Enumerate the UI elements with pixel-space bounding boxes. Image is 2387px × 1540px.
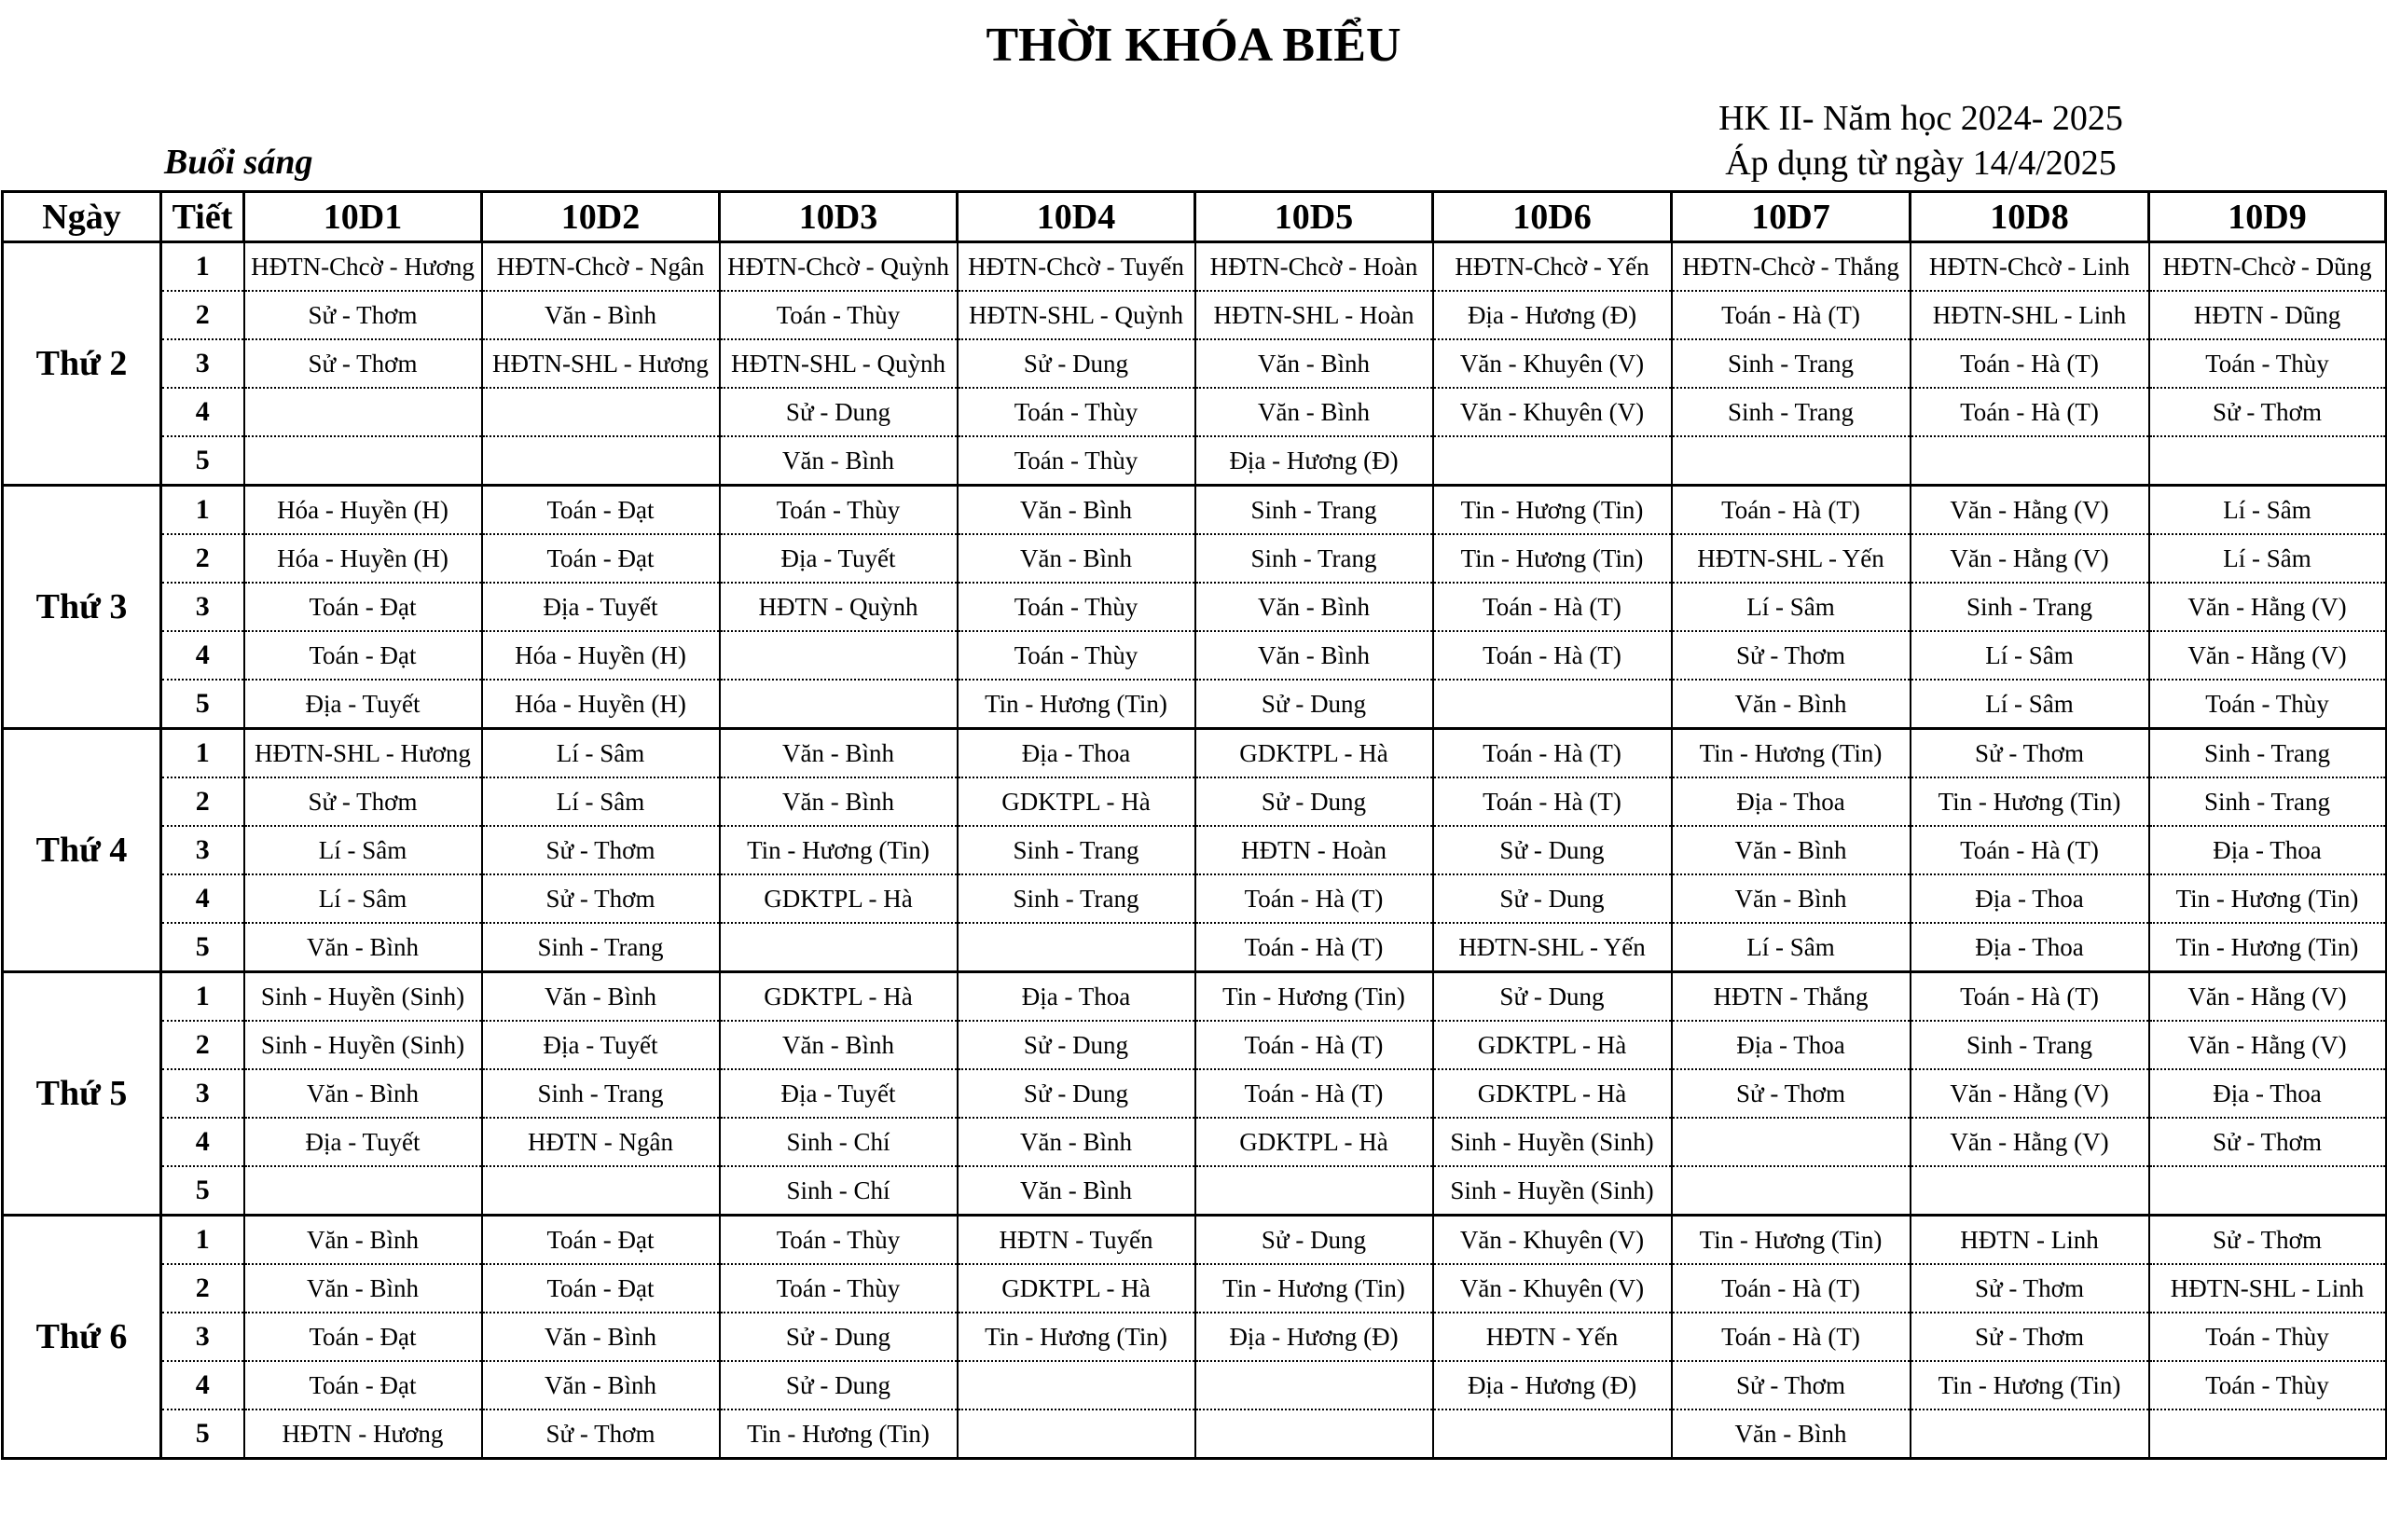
lesson-cell: Toán - Đạt <box>244 1313 482 1361</box>
lesson-cell: HĐTN-SHL - Yến <box>1672 534 1911 583</box>
lesson-cell: Tin - Hương (Tin) <box>1195 1264 1433 1313</box>
lesson-cell: HĐTN - Hương <box>244 1409 482 1459</box>
lesson-cell <box>958 1409 1195 1459</box>
lesson-cell: HĐTN - Tuyến <box>958 1216 1195 1265</box>
lesson-cell: HĐTN-Chcờ - Linh <box>1911 242 2149 292</box>
lesson-cell: HĐTN-Chcờ - Yến <box>1433 242 1672 292</box>
lesson-cell: Hóa - Huyền (H) <box>244 486 482 535</box>
lesson-cell: Địa - Hương (Đ) <box>1195 1313 1433 1361</box>
lesson-cell: Địa - Tuyết <box>482 1021 720 1069</box>
lesson-cell: Tin - Hương (Tin) <box>720 1409 958 1459</box>
lesson-cell: HĐTN-SHL - Hoàn <box>1195 291 1433 339</box>
lesson-cell: Tin - Hương (Tin) <box>1195 972 1433 1022</box>
lesson-cell: Văn - Bình <box>1672 680 1911 729</box>
lesson-cell: Tin - Hương (Tin) <box>1672 729 1911 778</box>
lesson-cell: Sử - Thơm <box>244 777 482 826</box>
lesson-cell: Văn - Bình <box>1672 874 1911 923</box>
lesson-cell: Toán - Thùy <box>720 486 958 535</box>
period-number-cell: 5 <box>161 680 244 729</box>
lesson-cell: Địa - Thoa <box>1672 1021 1911 1069</box>
lesson-cell: Văn - Bình <box>958 1166 1195 1216</box>
lesson-cell <box>1672 436 1911 486</box>
lesson-cell: Toán - Đạt <box>244 631 482 680</box>
class-column-header: 10D8 <box>1911 192 2149 242</box>
lesson-cell: Tin - Hương (Tin) <box>1911 1361 2149 1409</box>
lesson-cell: Tin - Hương (Tin) <box>2149 923 2386 972</box>
period-number-cell: 3 <box>161 1313 244 1361</box>
lesson-cell: Văn - Khuyên (V) <box>1433 339 1672 388</box>
lesson-cell: Tin - Hương (Tin) <box>958 680 1195 729</box>
lesson-cell <box>1911 1409 2149 1459</box>
timetable-row <box>3 1166 2386 1216</box>
lesson-cell: Lí - Sâm <box>2149 534 2386 583</box>
lesson-cell: Sử - Thơm <box>2149 1216 2386 1265</box>
effective-date-text: Áp dụng từ ngày 14/4/2025 <box>1725 144 2117 183</box>
lesson-cell: Sử - Dung <box>1433 874 1672 923</box>
lesson-cell: Toán - Hà (T) <box>1433 777 1672 826</box>
lesson-cell: HĐTN-SHL - Hương <box>244 729 482 778</box>
period-column-header: Tiết <box>161 192 244 242</box>
session-label: Buổi sáng <box>164 143 313 182</box>
lesson-cell: Địa - Tuyết <box>244 1118 482 1166</box>
lesson-cell: GDKTPL - Hà <box>958 777 1195 826</box>
lesson-cell: Lí - Sâm <box>244 826 482 874</box>
lesson-cell: Sử - Thơm <box>482 826 720 874</box>
day-cell: Thứ 6 <box>3 1216 161 1459</box>
lesson-cell: Văn - Bình <box>244 1069 482 1118</box>
lesson-cell: Toán - Hà (T) <box>1433 729 1672 778</box>
lesson-cell: Văn - Hằng (V) <box>2149 1021 2386 1069</box>
lesson-cell: HĐTN - Dũng <box>2149 291 2386 339</box>
day-column-header: Ngày <box>3 192 161 242</box>
lesson-cell <box>720 680 958 729</box>
lesson-cell: Toán - Thùy <box>720 1264 958 1313</box>
timetable-row <box>3 972 2386 1022</box>
lesson-cell: Sử - Dung <box>720 1361 958 1409</box>
lesson-cell: Địa - Thoa <box>958 972 1195 1022</box>
lesson-cell: Văn - Bình <box>1672 1409 1911 1459</box>
lesson-cell: Địa - Thoa <box>1911 923 2149 972</box>
lesson-cell: Địa - Thoa <box>958 729 1195 778</box>
lesson-cell: Toán - Đạt <box>482 486 720 535</box>
lesson-cell: Văn - Bình <box>1195 388 1433 436</box>
lesson-cell: HĐTN-Chcờ - Dũng <box>2149 242 2386 292</box>
lesson-cell: Văn - Khuyên (V) <box>1433 388 1672 436</box>
lesson-cell: Toán - Đạt <box>244 1361 482 1409</box>
lesson-cell: Địa - Thoa <box>1911 874 2149 923</box>
lesson-cell: Sử - Thơm <box>1672 1069 1911 1118</box>
lesson-cell: Sinh - Huyền (Sinh) <box>1433 1118 1672 1166</box>
lesson-cell: Văn - Bình <box>720 436 958 486</box>
lesson-cell <box>1911 1166 2149 1216</box>
lesson-cell: Toán - Thùy <box>720 291 958 339</box>
lesson-cell: Lí - Sâm <box>1672 583 1911 631</box>
timetable-row <box>3 388 2386 436</box>
lesson-cell: Sử - Dung <box>958 1021 1195 1069</box>
lesson-cell: Văn - Bình <box>482 1361 720 1409</box>
period-number-cell: 5 <box>161 923 244 972</box>
lesson-cell: Toán - Hà (T) <box>1433 631 1672 680</box>
lesson-cell: Sinh - Chí <box>720 1166 958 1216</box>
lesson-cell <box>1672 1118 1911 1166</box>
lesson-cell: Văn - Bình <box>482 972 720 1022</box>
timetable-row <box>3 1313 2386 1361</box>
period-number-cell: 1 <box>161 972 244 1022</box>
lesson-cell: Sử - Thơm <box>1672 631 1911 680</box>
lesson-cell: Sinh - Trang <box>2149 777 2386 826</box>
lesson-cell: HĐTN-Chcờ - Hương <box>244 242 482 292</box>
period-number-cell: 5 <box>161 436 244 486</box>
lesson-cell: Sử - Thơm <box>244 291 482 339</box>
lesson-cell: HĐTN-Chcờ - Thắng <box>1672 242 1911 292</box>
timetable-row <box>3 826 2386 874</box>
lesson-cell: Hóa - Huyền (H) <box>482 680 720 729</box>
timetable-row <box>3 583 2386 631</box>
period-number-cell: 5 <box>161 1409 244 1459</box>
lesson-cell: HĐTN - Quỳnh <box>720 583 958 631</box>
lesson-cell: Tin - Hương (Tin) <box>1433 534 1672 583</box>
lesson-cell: Toán - Thùy <box>2149 680 2386 729</box>
lesson-cell: Sử - Dung <box>958 339 1195 388</box>
lesson-cell: GDKTPL - Hà <box>1195 729 1433 778</box>
lesson-cell: Địa - Tuyết <box>720 1069 958 1118</box>
lesson-cell <box>482 436 720 486</box>
lesson-cell: Tin - Hương (Tin) <box>958 1313 1195 1361</box>
lesson-cell: Văn - Hằng (V) <box>1911 1118 2149 1166</box>
page-title: THỜI KHÓA BIỂU <box>986 19 1401 72</box>
lesson-cell: Địa - Tuyết <box>244 680 482 729</box>
lesson-cell: Hóa - Huyền (H) <box>482 631 720 680</box>
lesson-cell <box>1672 1166 1911 1216</box>
timetable-row <box>3 1021 2386 1069</box>
lesson-cell: Toán - Hà (T) <box>1195 1021 1433 1069</box>
lesson-cell: Văn - Hằng (V) <box>1911 1069 2149 1118</box>
lesson-cell: Địa - Tuyết <box>720 534 958 583</box>
lesson-cell: Văn - Bình <box>244 923 482 972</box>
lesson-cell: Địa - Tuyết <box>482 583 720 631</box>
timetable-row <box>3 1264 2386 1313</box>
period-number-cell: 3 <box>161 583 244 631</box>
lesson-cell <box>720 631 958 680</box>
lesson-cell: Sử - Thơm <box>1911 1313 2149 1361</box>
period-number-cell: 2 <box>161 1264 244 1313</box>
lesson-cell: Địa - Hương (Đ) <box>1195 436 1433 486</box>
day-cell: Thứ 3 <box>3 486 161 729</box>
lesson-cell: Sử - Thơm <box>1911 1264 2149 1313</box>
lesson-cell: HĐTN-SHL - Linh <box>2149 1264 2386 1313</box>
lesson-cell: Lí - Sâm <box>482 777 720 826</box>
lesson-cell: Toán - Thùy <box>2149 1313 2386 1361</box>
lesson-cell: Văn - Bình <box>1195 583 1433 631</box>
lesson-cell: Văn - Bình <box>958 1118 1195 1166</box>
lesson-cell: HĐTN-Chcờ - Tuyến <box>958 242 1195 292</box>
timetable-header-row <box>3 192 2386 242</box>
timetable-row <box>3 1361 2386 1409</box>
lesson-cell: Văn - Bình <box>720 1021 958 1069</box>
lesson-cell: Sinh - Trang <box>958 826 1195 874</box>
lesson-cell: Sinh - Trang <box>1195 486 1433 535</box>
lesson-cell <box>2149 1409 2386 1459</box>
lesson-cell <box>244 1166 482 1216</box>
lesson-cell: Toán - Hà (T) <box>1433 583 1672 631</box>
timetable-row <box>3 242 2386 292</box>
lesson-cell: Toán - Hà (T) <box>1911 826 2149 874</box>
timetable-row <box>3 680 2386 729</box>
timetable-row <box>3 1069 2386 1118</box>
lesson-cell: Lí - Sâm <box>244 874 482 923</box>
lesson-cell: Sử - Dung <box>1195 680 1433 729</box>
lesson-cell <box>2149 436 2386 486</box>
lesson-cell: Toán - Thùy <box>958 631 1195 680</box>
day-cell: Thứ 2 <box>3 242 161 486</box>
lesson-cell: Sinh - Huyền (Sinh) <box>244 1021 482 1069</box>
lesson-cell: HĐTN-Chcờ - Quỳnh <box>720 242 958 292</box>
lesson-cell: GDKTPL - Hà <box>720 972 958 1022</box>
lesson-cell: Địa - Thoa <box>1672 777 1911 826</box>
class-column-header: 10D7 <box>1672 192 1911 242</box>
lesson-cell: Toán - Thùy <box>958 583 1195 631</box>
period-number-cell: 4 <box>161 1118 244 1166</box>
lesson-cell: Lí - Sâm <box>1911 631 2149 680</box>
period-number-cell: 3 <box>161 1069 244 1118</box>
lesson-cell: Tin - Hương (Tin) <box>1433 486 1672 535</box>
period-number-cell: 1 <box>161 1216 244 1265</box>
lesson-cell: Toán - Thùy <box>958 388 1195 436</box>
schedule-meta <box>1660 96 2182 186</box>
class-column-header: 10D5 <box>1195 192 1433 242</box>
lesson-cell: Sử - Dung <box>1433 826 1672 874</box>
lesson-cell: Toán - Hà (T) <box>1672 291 1911 339</box>
timetable-body <box>3 242 2386 1459</box>
timetable-row <box>3 631 2386 680</box>
lesson-cell: Toán - Đạt <box>482 1264 720 1313</box>
lesson-cell: Toán - Thùy <box>958 436 1195 486</box>
lesson-cell: Sinh - Chí <box>720 1118 958 1166</box>
lesson-cell: Toán - Thùy <box>2149 339 2386 388</box>
timetable-row <box>3 339 2386 388</box>
lesson-cell: Địa - Hương (Đ) <box>1433 291 1672 339</box>
lesson-cell: Hóa - Huyền (H) <box>244 534 482 583</box>
lesson-cell: Toán - Đạt <box>244 583 482 631</box>
lesson-cell: HĐTN-SHL - Yến <box>1433 923 1672 972</box>
lesson-cell: GDKTPL - Hà <box>720 874 958 923</box>
lesson-cell: Tin - Hương (Tin) <box>2149 874 2386 923</box>
lesson-cell: Sử - Dung <box>1195 1216 1433 1265</box>
period-number-cell: 1 <box>161 729 244 778</box>
period-number-cell: 1 <box>161 486 244 535</box>
lesson-cell: Toán - Đạt <box>482 534 720 583</box>
period-number-cell: 1 <box>161 242 244 292</box>
lesson-cell: Toán - Thùy <box>2149 1361 2386 1409</box>
lesson-cell: Toán - Thùy <box>720 1216 958 1265</box>
lesson-cell: HĐTN-SHL - Quỳnh <box>958 291 1195 339</box>
lesson-cell: GDKTPL - Hà <box>1433 1069 1672 1118</box>
lesson-cell: Toán - Hà (T) <box>1195 874 1433 923</box>
lesson-cell: Văn - Bình <box>1195 631 1433 680</box>
lesson-cell: Toán - Hà (T) <box>1672 1264 1911 1313</box>
timetable-row <box>3 923 2386 972</box>
lesson-cell: Toán - Hà (T) <box>1911 388 2149 436</box>
timetable-row <box>3 729 2386 778</box>
timetable-row <box>3 534 2386 583</box>
lesson-cell: Văn - Bình <box>1672 826 1911 874</box>
timetable-row <box>3 874 2386 923</box>
lesson-cell: Văn - Hằng (V) <box>1911 534 2149 583</box>
lesson-cell: Sử - Thơm <box>1672 1361 1911 1409</box>
lesson-cell: Sử - Thơm <box>2149 388 2386 436</box>
lesson-cell: Địa - Thoa <box>2149 826 2386 874</box>
lesson-cell: Văn - Bình <box>720 729 958 778</box>
lesson-cell: Địa - Thoa <box>2149 1069 2386 1118</box>
lesson-cell: Sinh - Trang <box>482 1069 720 1118</box>
lesson-cell: Văn - Bình <box>244 1264 482 1313</box>
lesson-cell: Sử - Dung <box>1433 972 1672 1022</box>
lesson-cell: HĐTN - Ngân <box>482 1118 720 1166</box>
lesson-cell: Văn - Bình <box>482 1313 720 1361</box>
lesson-cell: Sử - Dung <box>720 1313 958 1361</box>
lesson-cell: Lí - Sâm <box>1672 923 1911 972</box>
lesson-cell: HĐTN-SHL - Linh <box>1911 291 2149 339</box>
lesson-cell: Văn - Hằng (V) <box>2149 972 2386 1022</box>
lesson-cell: Lí - Sâm <box>1911 680 2149 729</box>
lesson-cell: Toán - Hà (T) <box>1195 1069 1433 1118</box>
lesson-cell: Văn - Hằng (V) <box>1911 486 2149 535</box>
period-number-cell: 3 <box>161 826 244 874</box>
lesson-cell: HĐTN - Thắng <box>1672 972 1911 1022</box>
lesson-cell: GDKTPL - Hà <box>1195 1118 1433 1166</box>
lesson-cell: Toán - Hà (T) <box>1672 1313 1911 1361</box>
class-column-header: 10D3 <box>720 192 958 242</box>
lesson-cell: HĐTN-Chcờ - Ngân <box>482 242 720 292</box>
timetable-row <box>3 1409 2386 1459</box>
lesson-cell <box>1433 436 1672 486</box>
lesson-cell: Sinh - Trang <box>1672 388 1911 436</box>
timetable-row <box>3 1216 2386 1265</box>
lesson-cell: Tin - Hương (Tin) <box>1672 1216 1911 1265</box>
lesson-cell: Lí - Sâm <box>2149 486 2386 535</box>
lesson-cell <box>244 388 482 436</box>
lesson-cell: Văn - Khuyên (V) <box>1433 1216 1672 1265</box>
lesson-cell <box>2149 1166 2386 1216</box>
lesson-cell: Văn - Bình <box>482 291 720 339</box>
lesson-cell: GDKTPL - Hà <box>1433 1021 1672 1069</box>
lesson-cell: HĐTN-SHL - Quỳnh <box>720 339 958 388</box>
lesson-cell: Sinh - Huyền (Sinh) <box>244 972 482 1022</box>
lesson-cell: Sinh - Trang <box>1911 583 2149 631</box>
period-number-cell: 2 <box>161 534 244 583</box>
period-number-cell: 2 <box>161 1021 244 1069</box>
lesson-cell: Văn - Khuyên (V) <box>1433 1264 1672 1313</box>
lesson-cell: Sử - Thơm <box>482 874 720 923</box>
lesson-cell: HĐTN - Yến <box>1433 1313 1672 1361</box>
class-column-header: 10D9 <box>2149 192 2386 242</box>
lesson-cell: Tin - Hương (Tin) <box>1911 777 2149 826</box>
class-column-header: 10D1 <box>244 192 482 242</box>
lesson-cell: Toán - Hà (T) <box>1195 923 1433 972</box>
lesson-cell: Toán - Đạt <box>482 1216 720 1265</box>
lesson-cell: Văn - Bình <box>1195 339 1433 388</box>
period-number-cell: 4 <box>161 388 244 436</box>
lesson-cell: Lí - Sâm <box>482 729 720 778</box>
lesson-cell: Toán - Hà (T) <box>1911 339 2149 388</box>
timetable-row <box>3 1118 2386 1166</box>
lesson-cell: Văn - Bình <box>958 534 1195 583</box>
period-number-cell: 4 <box>161 631 244 680</box>
lesson-cell: Sử - Dung <box>958 1069 1195 1118</box>
class-column-header: 10D4 <box>958 192 1195 242</box>
lesson-cell: Sử - Thơm <box>1911 729 2149 778</box>
period-number-cell: 3 <box>161 339 244 388</box>
lesson-cell: Sinh - Trang <box>958 874 1195 923</box>
lesson-cell <box>958 1361 1195 1409</box>
lesson-cell: Sử - Thơm <box>244 339 482 388</box>
lesson-cell: Sử - Thơm <box>2149 1118 2386 1166</box>
lesson-cell: Sinh - Trang <box>2149 729 2386 778</box>
lesson-cell: Sinh - Trang <box>1911 1021 2149 1069</box>
lesson-cell <box>1911 436 2149 486</box>
lesson-cell: Văn - Bình <box>958 486 1195 535</box>
period-number-cell: 5 <box>161 1166 244 1216</box>
period-number-cell: 2 <box>161 291 244 339</box>
lesson-cell: Tin - Hương (Tin) <box>720 826 958 874</box>
period-number-cell: 4 <box>161 1361 244 1409</box>
period-number-cell: 4 <box>161 874 244 923</box>
lesson-cell <box>1433 680 1672 729</box>
lesson-cell <box>720 923 958 972</box>
timetable-row <box>3 486 2386 535</box>
lesson-cell: Văn - Bình <box>720 777 958 826</box>
day-cell: Thứ 5 <box>3 972 161 1216</box>
lesson-cell <box>482 1166 720 1216</box>
lesson-cell <box>958 923 1195 972</box>
lesson-cell <box>1195 1409 1433 1459</box>
term-text: HK II- Năm học 2024- 2025 <box>1718 99 2123 138</box>
lesson-cell: Toán - Hà (T) <box>1672 486 1911 535</box>
lesson-cell: HĐTN-Chcờ - Hoàn <box>1195 242 1433 292</box>
lesson-cell <box>244 436 482 486</box>
class-column-header: 10D2 <box>482 192 720 242</box>
lesson-cell: HĐTN-SHL - Hương <box>482 339 720 388</box>
lesson-cell: Sinh - Trang <box>482 923 720 972</box>
lesson-cell <box>1433 1409 1672 1459</box>
lesson-cell <box>1195 1361 1433 1409</box>
lesson-cell: Sinh - Trang <box>1672 339 1911 388</box>
lesson-cell: Sử - Dung <box>1195 777 1433 826</box>
timetable-row <box>3 777 2386 826</box>
lesson-cell: Toán - Hà (T) <box>1911 972 2149 1022</box>
lesson-cell: Sinh - Huyền (Sinh) <box>1433 1166 1672 1216</box>
day-cell: Thứ 4 <box>3 729 161 972</box>
period-number-cell: 2 <box>161 777 244 826</box>
lesson-cell: Địa - Hương (Đ) <box>1433 1361 1672 1409</box>
lesson-cell: HĐTN - Hoàn <box>1195 826 1433 874</box>
lesson-cell <box>1195 1166 1433 1216</box>
lesson-cell: Sử - Dung <box>720 388 958 436</box>
lesson-cell <box>482 388 720 436</box>
lesson-cell: GDKTPL - Hà <box>958 1264 1195 1313</box>
lesson-cell: Văn - Hằng (V) <box>2149 631 2386 680</box>
timetable <box>1 190 2387 1460</box>
lesson-cell: Văn - Hằng (V) <box>2149 583 2386 631</box>
lesson-cell: Sinh - Trang <box>1195 534 1433 583</box>
lesson-cell: Sử - Thơm <box>482 1409 720 1459</box>
timetable-row <box>3 436 2386 486</box>
class-column-header: 10D6 <box>1433 192 1672 242</box>
lesson-cell: HĐTN - Linh <box>1911 1216 2149 1265</box>
timetable-row <box>3 291 2386 339</box>
lesson-cell: Văn - Bình <box>244 1216 482 1265</box>
